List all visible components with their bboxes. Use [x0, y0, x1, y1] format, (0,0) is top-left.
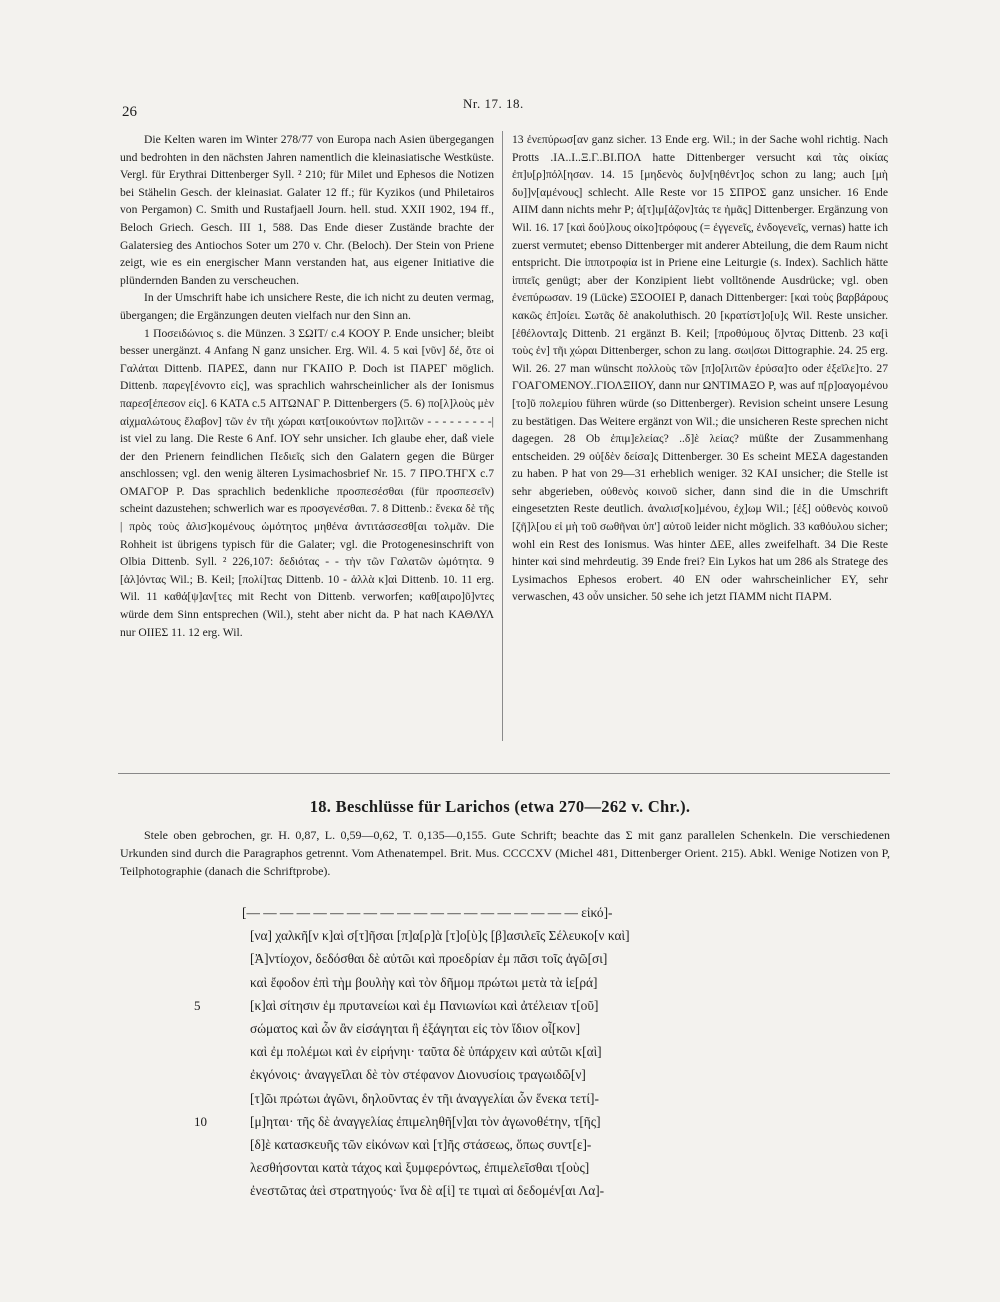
inscription-line — [214, 1040, 724, 1063]
inscription-line — [214, 1017, 724, 1040]
line-text: [να] χαλκῆ[ν κ]αὶ σ[τ]ῆσαι [π]α[ρ]ὰ [τ]ο[ὺ]ς [β]ασιλεῖς Σέλευκο[ν καὶ] — [250, 928, 630, 944]
line-number: 10 — [194, 1113, 207, 1129]
section-description: Stele oben gebrochen, gr. H. 0,87, L. 0,59—0,62, T. 0,135—0,155. Gute Schrift; beachte das Σ mit ganz parallelen Schenkeln. Die verschiedenen Urkunden sind durch die Paragraphos getrennt. Vom Athenatempel. Brit. Mus. CCCCXV (Michel 481, Dittenberger Orient. 215). Abkl. Wenige Notizen von P, Teilphotographie (danach die Schriftprobe). — [120, 828, 890, 878]
line-text: [μ]ηται· τῆς δὲ ἀναγγελίας ἐπιμεληθῆ[ν]αι τὸν ἀγωνοθέτην, τ[ῆς] — [250, 1113, 601, 1129]
left-paragraph-2: In der Umschrift habe ich unsichere Reste, die ich nicht zu deuten vermag, übergangen; die Ergänzungen deuten vielfach nur den Sinn an. — [120, 291, 494, 322]
running-head: Nr. 17. 18. — [463, 96, 524, 111]
line-text: λεσθήσονται κατὰ τάχος καὶ ξυμφερόντως, ἐπιμελεῖσθαι τ[οὺς] — [250, 1160, 590, 1176]
left-paragraph-1: Die Kelten waren im Winter 278/77 von Europa nach Asien übergegangen und bedrohten in den nächsten Jahren namentlich die kleinasiatische Westküste. Vergl. für Erythrai Dittenberger Syll. ² 210; für Milet und Ephesos die Notizen bei Stähelin Gesch. der kleinasiat. Galater 12 ff.; für Kyzikos (und Philetairos von Pergamon) C. Smith und Rustafjaell Journ. hell. stud. XXII 1902, 194 ff., Beloch Griech. Gesch. III 1, 588. Das Ende dieser Zustände brachte der Galatersieg des Antiochos Soter um 270 v. Chr. (Beloch). Der Stein von Priene zeigt, wie es ein energischer Mann verstanden hat, aus eigener Initiative die plündernden Banden zu verscheuchen. — [120, 133, 494, 287]
line-text: [κ]αὶ σίτησιν ἐμ πρυτανείωι καὶ ἐμ Πανιωνίωι καὶ ἀτέλειαν τ[οῦ] — [250, 997, 599, 1013]
column-divider — [502, 131, 503, 741]
right-column — [512, 131, 888, 606]
inscription-line — [214, 901, 724, 924]
line-number: 5 — [194, 997, 201, 1013]
left-paragraph-3: 1 Ποσειδώνιος s. die Münzen. 3 ΣΩΙΤ/ c.4 ΚΟΟΥ P. Ende unsicher; bleibt besser unergänzt. 4 Anfang Ν ganz unsicher. Erg. Wil. 4. 5 καὶ [νῦν] δέ, ὅτε οἱ Γαλάται Dittenb. ΠΑΡΕΣ, dann nur ΓΚΑΙΙΟ P. Doch ist ΠΑΡΕΓ möglich. Dittenb. παρεγ[ένοντο εἰς], was sprachlich wahrscheinlicher als der Ionismus παρεσ[έπεσον εἰς]. 6 ΚΑΤΑ c.5 ΑΙΤΩΝΑΓ P. Dittenbergers (5. 6) πο[λ]λοὺς μὲν αἰχμαλώτους ἔλαβον] τῶν ἐν τῆι χώραι κατ[οικούντων πο]λιτῶν - - - - - - - - -| ist viel zu lang. Die Reste 6 Anf. ΙΟΥ sehr unsicher. Ich glaube eher, daß viele der den Prienern feindlichen Πεδιεῖς sich den Galatern gegen die Bürger anschlossen; vgl. den wenig älteren Lysimachosbrief Nr. 15. 7 ΠΡΟ.ΤΗΓΧ c.7 ΟΜΑΓΟΡ P. Das sprachlich bedenkliche προσπεσέσθαι (für προσπεσεῖν) scheint dazustehen; schwerlich war es προσγενέσθαι. 7. 8 Dittenb.: ἕνεκα δὲ τῆς | πρὸς τοὺς ἁλισ]κομένους ὠμότητος μηθένα ἀντιτάσσεσθ[αι τολμᾶν. Die Rohheit ist übrigens typisch für die Galater; vgl. die Protogenesinschrift von Olbia Dittenb. Syll. ² 226,107: δεδιότας - - τὴν τῶν Γαλατῶν ὠμότητα. 9 [ἁλ]όντας Wil.; B. Keil; [πολί]τας Dittenb. 10 - ἀλλὰ κ]αὶ Dittenb. 10. 11 erg. Wil. 11 καθά[ψ]αν[τες mit Recht von Dittenb. verworfen; καθ[αιρο]ῦ]ντες würde dem Sinn entsprechen (Wil.), steht aber nicht da. P hat nach ΚΑΘΛΥΛ nur ΟΙΙΕΣ 11. 12 erg. Wil. — [120, 326, 494, 639]
line-text: [τ]ῶι πρώτωι ἀγῶνι, δηλοῦντας ἐν τῆι ἀναγγελίαι ὧν ἕνεκα τετί]- — [250, 1090, 599, 1106]
inscription-line — [214, 1133, 724, 1156]
line-text: [δ]ὲ κατασκευῆς τῶν εἰκόνων καὶ [τ]ῆς στάσεως, ὅπως συντ[ε]- — [250, 1137, 592, 1153]
line-text: [— — — — — — — — — — — — — — — — — — — — εἰκό]- — [242, 905, 613, 920]
inscription-line — [194, 994, 724, 1017]
line-text: [Ἀ]ντίοχον, δεδόσθαι δὲ αὐτῶι καὶ προεδρίαν ἐμ πᾶσι τοῖς ἀγῶ[σι] — [250, 951, 608, 967]
inscription-line — [214, 947, 724, 970]
right-paragraph-1: 13 ἐνεπύρωσ[αν ganz sicher. 13 Ende erg. Wil.; in der Sache wohl richtig. Nach Protts .ΙΑ..Ι..Ξ.Γ..ΒΙ.ΠΟΛ hatte Dittenberger versucht καὶ τὰς οἰκίας ἐπ]υ[ρ]πόλ[ησαν. 14. 15 [μηδενὸς δυ]ν[ηθέντ]ος schon zu lang; auch [μὴ δυ]]ν[αμένους] schlecht. Alle Reste vor 15 ΣΠΡΟΣ ganz unsicher. 16 Ende ΑΙΙΜ dann nichts mehr P; ἀ[τ]ιμ[άζον]τάς τε ἡμᾶς] Dittenberger. Ergänzung von Wil. 16. 17 [καὶ δού]λους οἰκο]τρόφους (= ἐγγενεῖς, ἐνδογενεῖς, vernas) hatte ich zuerst vermutet; ebenso Dittenberger mit anderer Abteilung, die dem Raum nicht entspricht. Die ἱπποτροφία ist in Priene eine Leiturgie (s. Index). Sachlich hätte ἱππεῖς genügt; aber der Konzipient liebt volltönende Ausdrücke; vgl. oben ἐνεπύρωσαν. 19 (Lücke) ΞΣΟΟΙΕΙ P, danach Dittenberger: [καὶ τοὺς βαρβάρους κακῶς ἐπ]οίει. Σωτᾶς δὲ anakoluthisch. 20 [κρατίστ]ο[υ]ς Wil. Reste unsicher. [ἐθέλοντα]ς Dittenb. 21 ergänzt B. Keil; [προθύμους ὄ]ντας Dittenb. 23 κα[ὶ τοὺς ἐν] τῆι χώραι Dittenberger, schon zu lang. σωι|σωι Dittographie. 24. 25 erg. Wil. 26. 27 man wünscht πολλοὺς τῶν [π]ο[λιτῶν ἐρύσα]το oder ἐξεῖλε]το. 27 ΓΟΑΓΟΜΕΝΟΥ..ΓΙΟΛΞΙΙΟΥ, dann nur ΩΝΤΙΜΑΞΟ P, was auf π[ρ]οαγομένου [το]ῦ πολεμίου führen würde (so Dittenberger). Revision scheint unsere Lesung zu bestätigen. Das Weitere ergänzt von Wil.; die unsicheren Reste sprechen nicht dagegen. 28 Ob ἐπιμ]ελείας? ..δ]ὲ λείας? müßte der Zusammenhang entscheiden. 29 οὐ[δὲν δείσα]ς Dittenberger. 30 Es scheint ΜΕΣΑ dagestanden zu haben. P hat von 29—31 erheblich weniger. 32 ΚΑΙ unsicher; die Stelle ist sehr abgerieben, οὐθενὸς κοινοῦ sicher, dann sind die in die Umschrift eingesetzten Reste deutlich. ἀναλισ[κο]μένου, ἐχ]ωμ Wil.; [ἐξ] οὐθενὸς κοινοῦ [ζῆ]λ[ου εἰ μὴ τοῦ σωθῆναι ὑπ'] αὐτοῦ leider nicht möglich. 33 καθόυλου sicher; wohl ein Rest des Ionismus. Was hinter ΔΕΕ, alles zweifelhaft. 34 Die Reste hinter καὶ sind mehrdeutig. 39 Ende frei? Ein Lykos hat um 286 als Stratege des Lysimachos Ephesos erobert. 40 ΕΝ oder wahrscheinlicher ΕΥ, sehr verwaschen, 43 οὖν unsicher. 50 sehe ich jetzt ΠΑΜΜ nicht ΠΑΡΜ. — [512, 133, 889, 604]
inscription-line — [214, 1156, 724, 1179]
section-divider — [118, 773, 890, 774]
inscription-line — [214, 1087, 724, 1110]
inscription-line — [214, 1179, 724, 1202]
inscription-line — [194, 1110, 724, 1133]
section-title: 18. Beschlüsse für Larichos (etwa 270—262 v. Chr.). — [309, 797, 691, 816]
left-column — [120, 131, 494, 641]
line-text: σώματος καὶ ὧν ἂν εἰσάγηται ἢ ἐξάγηται εἰς τὸν ἴδιον οἶ[κον] — [250, 1021, 581, 1037]
inscription-text — [194, 901, 724, 1203]
inscription-line — [214, 971, 724, 994]
inscription-line — [214, 924, 724, 947]
line-text: ἐκγόνοις· ἀναγγεῖλαι δὲ τὸν στέφανον Διονυσίοις τραγωιδῶ[ν] — [250, 1067, 586, 1083]
inscription-line — [214, 1063, 724, 1086]
page-number: 26 — [122, 104, 137, 120]
line-text: ἐνεστῶτας ἀεὶ στρατηγούς· ἵνα δὲ α[ἱ] τε τιμαὶ αἱ δεδομέν[αι Λα]- — [250, 1183, 605, 1199]
line-text: καὶ ἔφοδον ἐπὶ τὴμ βουλὴγ καὶ τὸν δῆμομ πρώτωι μετὰ τὰ ἱε[ρά] — [250, 974, 598, 990]
line-text: καὶ ἐμ πολέμωι καὶ ἐν εἰρήνηι· ταῦτα δὲ ὑπάρχειν καὶ αὐτῶι κ[αὶ] — [250, 1044, 602, 1060]
